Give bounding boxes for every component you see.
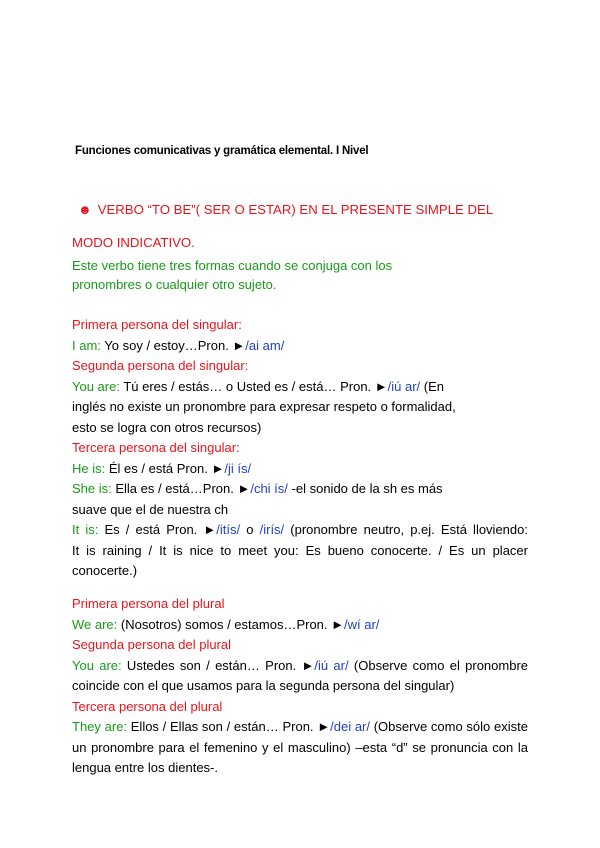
she-is-pronunciation: /chi ís/	[250, 481, 288, 496]
they-are-pronunciation: /dei ar/	[330, 719, 370, 734]
you-are-line	[72, 377, 528, 398]
first-singular-header: Primera persona del singular:	[72, 317, 242, 332]
intro-line-1: Este verbo tiene tres formas cuando se conjuga con los	[72, 258, 393, 273]
you-are-plural-label: You are:	[72, 657, 122, 673]
she-is-line	[72, 479, 528, 500]
section-title	[72, 193, 542, 259]
you-are-pronunciation: /iú ar/	[387, 378, 421, 394]
we-are-line	[72, 615, 528, 636]
he-is-line	[72, 459, 528, 480]
you-are-label: You are:	[72, 378, 120, 394]
section-title-line-2: MODO INDICATIVO.	[72, 235, 195, 250]
singular-section	[72, 315, 528, 582]
smiley-icon: ☻	[78, 202, 92, 217]
intro-paragraph	[72, 256, 452, 294]
document-heading: Funciones comunicativas y gramática elemental. I Nivel	[75, 145, 369, 157]
i-am-pronunciation: /ai am/	[245, 337, 285, 353]
she-is-note-line-2: suave que el de nuestra ch	[72, 501, 229, 517]
first-plural-header: Primera persona del plural	[72, 596, 225, 611]
we-are-text: (Nosotros) somos / estamos…Pron. ►	[117, 616, 344, 632]
title-line1-text: VERBO “TO BE”( SER O ESTAR) EN EL PRESENTE SIMPLE DEL	[97, 202, 494, 217]
second-plural-header: Segunda persona del plural	[72, 637, 232, 652]
you-are-note-1: (En	[420, 378, 444, 394]
they-are-label: They are:	[72, 719, 128, 734]
they-are-note: (Observe como sólo existe un pronombre para el femenino y el masculino) –esta “d” se pronuncia con la lengua entre los dientes-.	[72, 719, 528, 775]
it-is-paragraph	[72, 520, 528, 582]
plural-section	[72, 594, 528, 779]
it-is-pronunciation-2: /irís/	[259, 522, 285, 537]
he-is-label: He is:	[72, 460, 106, 476]
you-are-note-line-2: inglés no existe un pronombre para expresar respeto o formalidad,	[72, 399, 456, 414]
you-are-note-line-3: esto se logra con otros recursos)	[72, 419, 262, 435]
third-plural-header: Tercera persona del plural	[72, 698, 223, 714]
it-is-note: (pronombre neutro, p.ej. Está lloviendo: It is raining / It is nice to meet you: Es bueno conocerte. / Es un placer conocerte.)	[72, 522, 528, 578]
i-am-text: Yo soy / estoy…Pron. ►	[100, 337, 246, 353]
section-title-line-1	[72, 193, 542, 226]
intro-line-2: pronombres o cualquier otro sujeto.	[72, 277, 277, 292]
it-is-label: It is:	[72, 522, 99, 537]
i-am-label: I am:	[72, 337, 101, 353]
it-is-or: o	[240, 522, 260, 537]
he-is-pronunciation: /ji ís/	[224, 460, 252, 476]
you-are-text: Tú eres / estás… o Usted es / está… Pron. ►	[119, 378, 388, 394]
she-is-text: Ella es / está…Pron. ►	[111, 481, 251, 496]
we-are-label: We are:	[72, 616, 118, 632]
he-is-text: Él es / está Pron. ►	[105, 460, 225, 476]
you-are-plural-note: (Observe como el pronombre coincide con el que usamos para la segunda persona del singular)	[72, 657, 529, 693]
you-are-plural-text: Ustedes son / están… Pron. ►	[121, 657, 315, 673]
we-are-pronunciation: /wí ar/	[344, 616, 380, 632]
you-are-plural-paragraph	[72, 656, 528, 697]
third-singular-header: Tercera persona del singular:	[72, 440, 240, 455]
it-is-pronunciation-1: /itís/	[216, 522, 241, 537]
she-is-label: She is:	[72, 481, 112, 496]
they-are-text: Ellos / Ellas son / están… Pron. ►	[127, 719, 331, 734]
they-are-paragraph	[72, 717, 528, 779]
i-am-line	[72, 336, 528, 357]
she-is-note-1: -el sonido de la sh es más	[287, 481, 443, 496]
it-is-text: Es / está Pron. ►	[98, 522, 217, 537]
you-are-plural-pronunciation: /iú ar/	[314, 657, 349, 673]
second-singular-header: Segunda persona del singular:	[72, 358, 249, 373]
